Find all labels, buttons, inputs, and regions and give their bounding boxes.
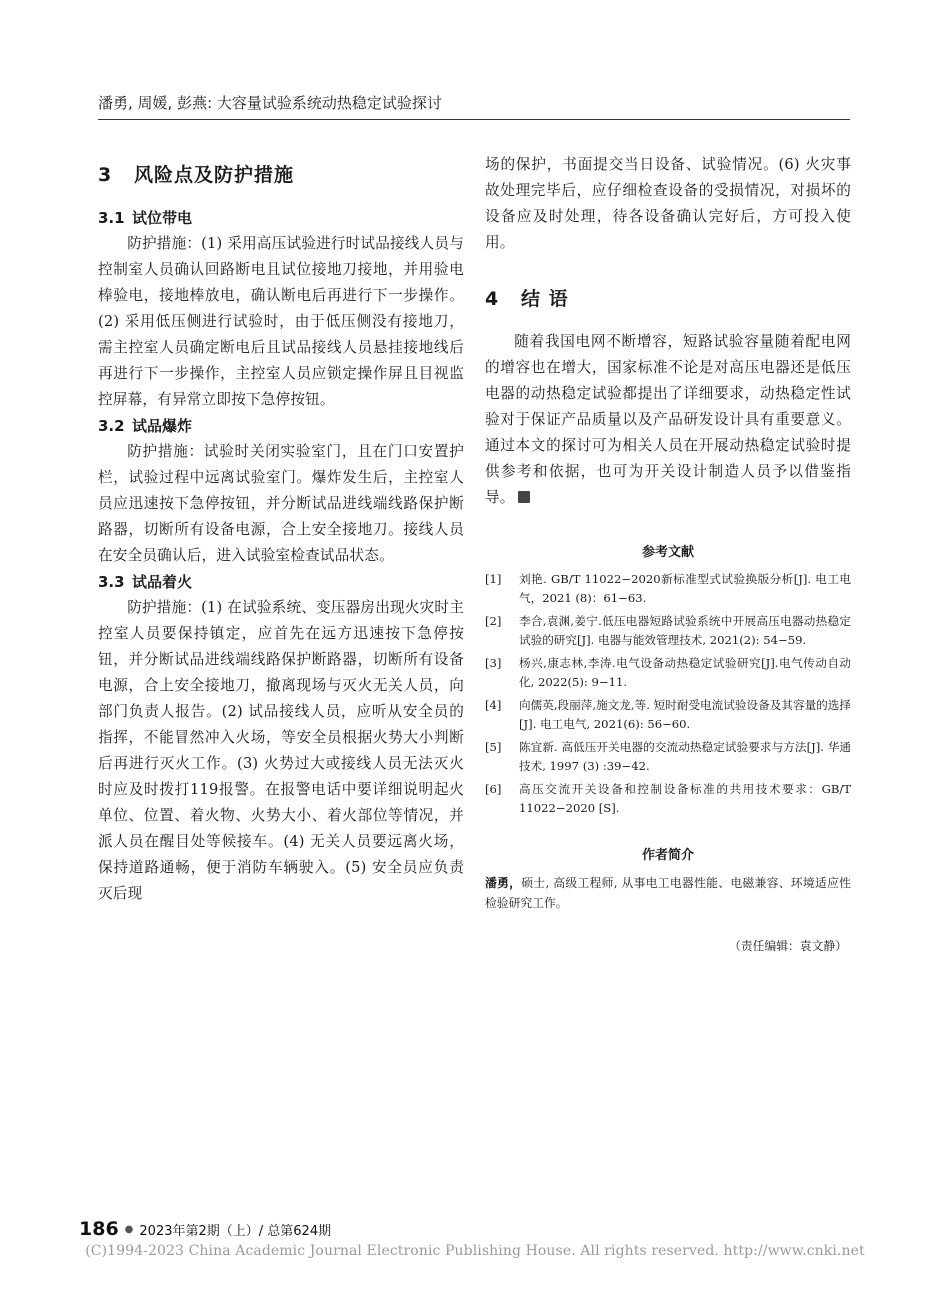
subsection-title: 试位带电 xyxy=(132,209,193,227)
subsection-title: 试品着火 xyxy=(132,573,193,591)
subsection-3-1-heading xyxy=(98,205,464,231)
subsection-title: 试品爆炸 xyxy=(132,417,193,435)
author-bio-title: 作者简介 xyxy=(641,848,694,863)
reference-item xyxy=(485,780,851,818)
subsection-3-3-text: 防护措施：(1) 在试验系统、变压器房出现火灾时主控室人员要保持镇定，应首先在远方迅速按下急停按钮，并分断试品进线端线路保护断路器，切断所有设备电源，合上安全接地刀，撤离现场与灭火无关人员，向部门负责人报告。(2) 试品接线人员，应听从安全员的指挥，不能冒然冲入火场，等安全员根据火势大小判断后再进行灭火工作。(3) 火势过大或接线人员无法灭火时应及时拨打119报警。在报警电话中要详细说明起火单位、位置、着火物、火势大小、着火部位等情况，并派人员在醒目处等候接车。(4) 无关人员要远离火场，保持道路通畅，便于消防车辆驶入。(5) 安全员应负责灭后现 xyxy=(98,599,464,902)
end-of-article-icon xyxy=(518,491,530,503)
section-title: 风险点及防护措施 xyxy=(134,164,295,186)
conclusion-body: 随着我国电网不断增容，短路试验容量随着配电网的增容也在增大，国家标准不论是对高压电器还是低压电器的动热稳定试验都提出了详细要求，动热稳定性试验对于保证产品质量以及产品研发设计具有重要意义。通过本文的探讨可为相关人员在开展动热稳定试验时提供参考和依据，也可为开关设计制造人员予以借鉴指导。 xyxy=(485,333,851,506)
left-column xyxy=(98,150,464,907)
section-title: 结 语 xyxy=(521,288,569,310)
reference-index: [5] xyxy=(485,740,502,754)
copyright-notice: (C)1994-2023 China Academic Journal Electronic Publishing House. All rights reserved. http://www.cnki.net xyxy=(85,1243,865,1259)
reference-item xyxy=(485,696,851,734)
author-name: 潘勇， xyxy=(485,876,522,890)
reference-index: [6] xyxy=(485,782,502,796)
bullet-icon: ● xyxy=(124,1224,134,1235)
reference-text: 杨兴,康志林,李涛.电气设备动热稳定试验研究[J].电气传动自动化, 2022(5): 9−11. xyxy=(519,656,851,689)
section-4-heading xyxy=(485,284,851,311)
reference-text: 高压交流开关设备和控制设备标准的共用技术要求：GB/T 11022−2020 [S]. xyxy=(519,782,851,815)
reference-index: [3] xyxy=(485,656,502,670)
section-3-heading xyxy=(98,160,464,187)
section-number: 3 xyxy=(98,164,113,186)
conclusion-text xyxy=(485,329,851,511)
subsection-number: 3.2 xyxy=(98,417,125,435)
subsection-3-2-text: 防护措施：试验时关闭实验室门，且在门口安置护栏，试验过程中远离试验室门。爆炸发生后，主控室人员应迅速按下急停按钮，并分断试品进线端线路保护断路器，切断所有设备电源，合上安全接地刀。接线人员在安全员确认后，进入试验室检查试品状态。 xyxy=(98,443,464,564)
section-number: 4 xyxy=(485,288,500,310)
subsection-3-2-heading xyxy=(98,413,464,439)
issue-info: 2023年第2期（上）/ 总第624期 xyxy=(139,1224,332,1239)
subsection-3-3-continued: 场的保护，书面提交当日设备、试验情况。(6) 火灾事故处理完毕后，应仔细检查设备的受损情况，对损坏的设备应及时处理，待各设备确认完好后，方可投入使用。 xyxy=(485,156,851,251)
subsection-3-1-text: 防护措施：(1) 采用高压试验进行时试品接线人员与控制室人员确认回路断电且试位接地刀接地，并用验电棒验电，接地棒放电，确认断电后再进行下一步操作。(2) 采用低压侧进行试验时，由于低压侧没有接地刀，需主控室人员确定断电后且试品接线人员悬挂接地线后再进行下一步操作，主控室人员应锁定操作屏且目视监控屏幕，有异常立即按下急停按钮。 xyxy=(98,235,464,408)
references-title: 参考文献 xyxy=(641,545,694,560)
subsection-number: 3.3 xyxy=(98,573,125,591)
subsection-3-3-heading xyxy=(98,569,464,595)
running-head xyxy=(98,92,850,120)
reference-index: [4] xyxy=(485,698,502,712)
references-list xyxy=(485,570,851,818)
reference-text: 向儒英,段丽萍,施文龙,等. 短时耐受电流试验设备及其容量的选择[J]. 电工电气, 2021(6): 56−60. xyxy=(519,698,851,731)
reference-item xyxy=(485,570,851,608)
subsection-number: 3.1 xyxy=(98,209,125,227)
page-footer xyxy=(79,1218,331,1240)
reference-text: 陈宜新. 高低压开关电器的交流动热稳定试验要求与方法[J]. 华通技术, 1997 (3) :39−42. xyxy=(519,740,851,773)
running-title: 潘勇, 周媛, 彭燕: 大容量试验系统动热稳定试验探讨 xyxy=(98,94,442,112)
right-column xyxy=(485,152,851,954)
reference-item xyxy=(485,738,851,776)
reference-text: 刘艳. GB/T 11022−2020新标准型式试验换版分析[J]. 电工电气，2021 (8)：61−63. xyxy=(519,572,851,605)
page-number: 186 xyxy=(79,1218,119,1240)
reference-index: [2] xyxy=(485,614,502,628)
responsible-editor: （责任编辑：袁文静） xyxy=(729,939,847,953)
reference-item xyxy=(485,612,851,650)
reference-text: 李合,袁渊,姜宁.低压电器短路试验系统中开展高压电器动热稳定试验的研究[J]. 电器与能效管理技术, 2021(2): 54−59. xyxy=(519,614,851,647)
reference-index: [1] xyxy=(485,572,502,586)
author-bio xyxy=(485,873,851,913)
reference-item xyxy=(485,654,851,692)
author-bio-text: 硕士, 高级工程师, 从事电工电器性能、电磁兼容、环境适应性检验研究工作。 xyxy=(485,876,851,910)
